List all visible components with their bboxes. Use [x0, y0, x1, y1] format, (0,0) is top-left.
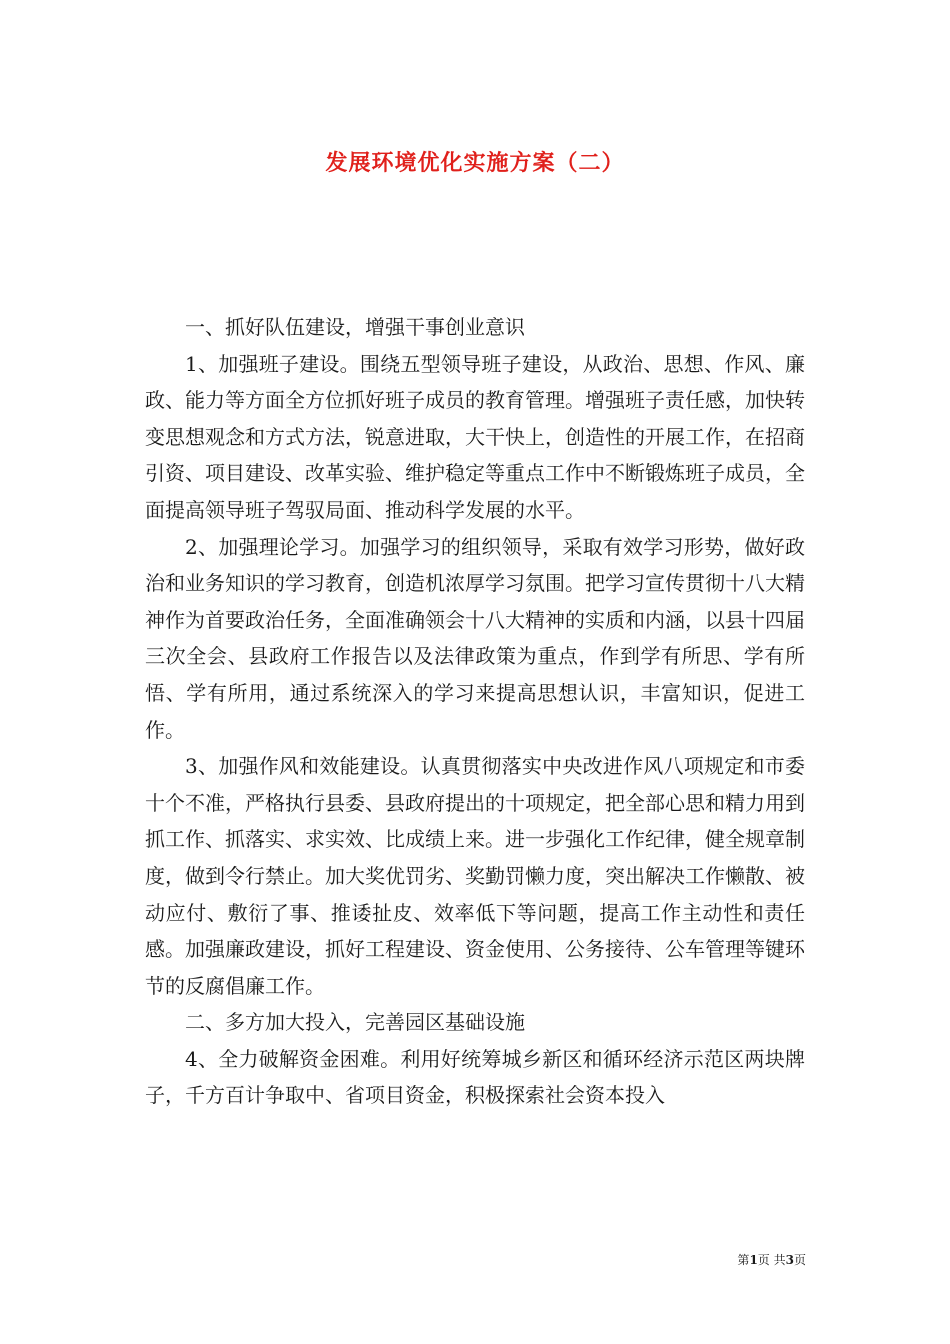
paragraph-1: 1、加强班子建设。围绕五型领导班子建设，从政治、思想、作风、廉政、能力等方面全方位抓好班子成员的教育管理。增强班子责任感，加快转变思想观念和方式方法，锐意进取，大干快上，创造性的开展工作，在招商引资、项目建设、改革实验、维护稳定等重点工作中不断锻炼班子成员，全面提高领导班子驾驭局面、推动科学发展的水平。: [145, 351, 805, 522]
page-footer-suffix: 页: [793, 1253, 806, 1267]
document-body: [145, 309, 805, 1114]
section-heading-1: 一、抓好队伍建设，增强干事创业意识: [185, 315, 525, 339]
total-pages-number: 3: [785, 1253, 794, 1267]
paragraph-4: 4、全力破解资金困难。利用好统筹城乡新区和循环经济示范区两块牌子，千方百计争取中、省项目资金，积极探索社会资本投入: [145, 1046, 805, 1108]
page-footer-prefix: 第: [737, 1253, 750, 1267]
section-heading-2: 二、多方加大投入，完善园区基础设施: [185, 1010, 525, 1035]
page-footer: [700, 1251, 806, 1269]
document-title: 发展环境优化实施方案（二）: [325, 149, 625, 176]
page-footer-middle: 页 共: [757, 1253, 786, 1267]
paragraph-2: 2、加强理论学习。加强学习的组织领导，采取有效学习形势，做好政治和业务知识的学习教育，创造机浓厚学习氛围。把学习宣传贯彻十八大精神作为首要政治任务，全面准确领会十八大精神的实质和内涵，以县十四届三次全会、县政府工作报告以及法律政策为重点，作到学有所思、学有所悟、学有所用，通过系统深入的学习来提高思想认识，丰富知识，促进工作。: [145, 534, 805, 742]
current-page-number: 1: [749, 1253, 758, 1267]
paragraph-3: 3、加强作风和效能建设。认真贯彻落实中央改进作风八项规定和市委十个不准，严格执行县委、县政府提出的十项规定，把全部心思和精力用到抓工作、抓落实、求实效、比成绩上来。进一步强化工作纪律，健全规章制度，做到令行禁止。加大奖优罚劣、奖勤罚懒力度，突出解决工作懒散、被动应付、敷衍了事、推诿扯皮、效率低下等问题，提高工作主动性和责任感。加强廉政建设，抓好工程建设、资金使用、公务接待、公车管理等键环节的反腐倡廉工作。: [145, 754, 805, 998]
